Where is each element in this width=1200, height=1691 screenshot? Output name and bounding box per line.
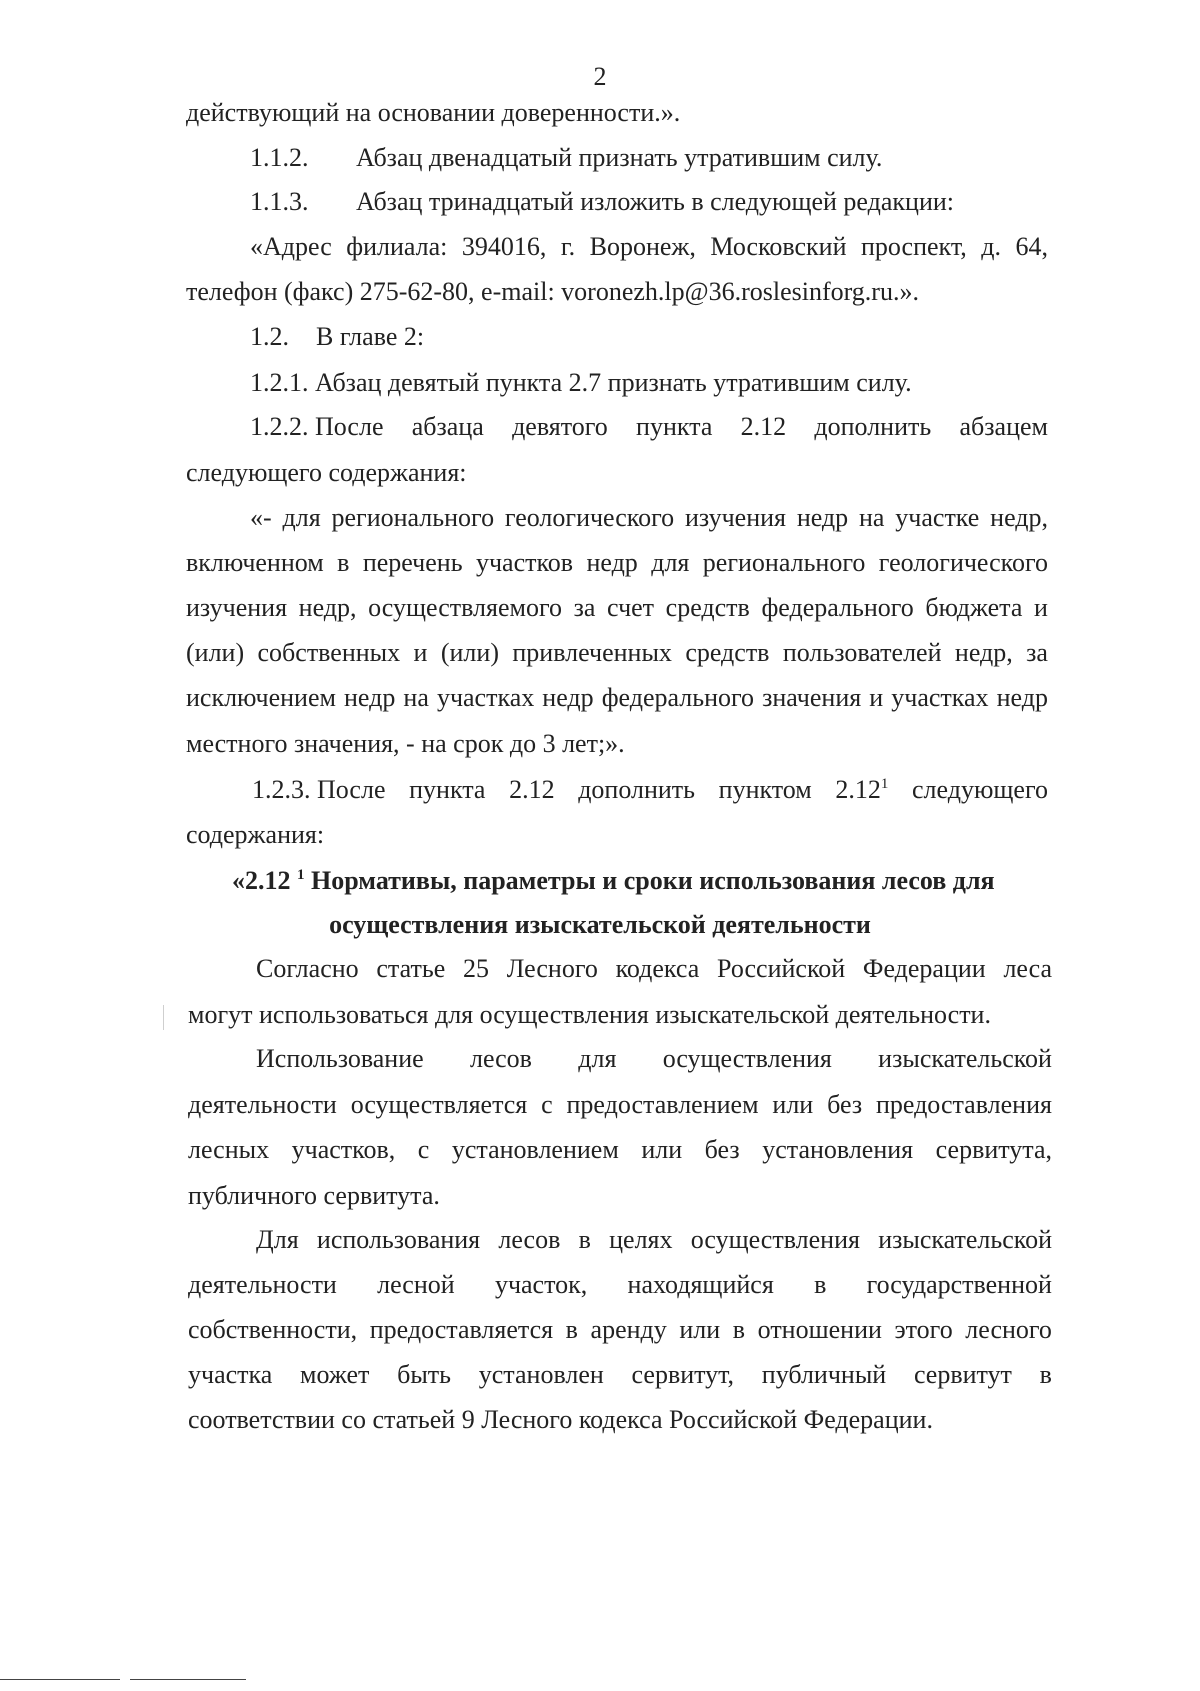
word: или	[772, 1090, 814, 1119]
section-heading-line-1: «2.12 $^1$ Нормативы, параметры и сроки использования лесов для	[232, 866, 995, 895]
quote-line-1	[250, 505, 1048, 531]
word: изыскательской	[878, 1225, 1052, 1254]
word: в	[337, 548, 350, 577]
word: на	[403, 683, 429, 712]
scan-mark	[163, 1005, 164, 1030]
word: абзацем	[959, 412, 1048, 441]
word: предоставления	[875, 1090, 1052, 1119]
word: в	[732, 1315, 746, 1344]
para-2-line-1	[256, 1046, 1052, 1072]
word: за	[573, 593, 596, 622]
word: без	[704, 1135, 740, 1164]
word: Российской	[717, 954, 846, 983]
word: лесов	[469, 1044, 532, 1073]
word: проспект,	[860, 232, 967, 261]
quote-line-3	[186, 595, 1048, 621]
word: установления	[762, 1135, 914, 1164]
word: лесной	[377, 1270, 455, 1299]
para-2-line-3	[188, 1137, 1052, 1163]
word: установлен	[478, 1360, 604, 1389]
word: участка	[188, 1360, 273, 1389]
word: целях	[609, 1225, 673, 1254]
word: за	[1026, 638, 1048, 667]
word: Лесного	[506, 954, 598, 983]
word: и	[413, 638, 428, 667]
quote-line-2	[186, 550, 1048, 576]
word: с	[417, 1135, 430, 1164]
para-1-line-2: могут использоваться для осуществления изыскательской деятельности.	[188, 1000, 991, 1029]
section-heading-line-2: осуществления изыскательской деятельности	[329, 910, 871, 939]
word: пользователей	[782, 638, 942, 667]
word: в	[1039, 1360, 1052, 1389]
address-line-2: телефон (факс) 275-62-80, e-mail: voronezh.lp@36.roslesinforg.ru.».	[186, 277, 919, 306]
word: государственной	[866, 1270, 1052, 1299]
word: значения	[762, 683, 862, 712]
word: для	[651, 548, 690, 577]
word: исключением	[186, 683, 336, 712]
word: 394016,	[461, 232, 547, 261]
word: без	[827, 1090, 863, 1119]
intro-line: действующий на основании доверенности.».	[186, 98, 681, 127]
word: на	[858, 503, 885, 532]
word: предоставлением	[566, 1090, 759, 1119]
word: филиала:	[346, 232, 448, 261]
word: использования	[316, 1225, 481, 1254]
word: регионального	[702, 548, 866, 577]
word: собственности,	[188, 1315, 358, 1344]
scan-edge-line	[0, 1679, 120, 1680]
word: Использование	[256, 1044, 424, 1073]
item-1-1-3-text: Абзац тринадцатый изложить в следующей редакции:	[356, 187, 954, 216]
item-1-2-1: 1.2.1. Абзац девятый пункта 2.7 признать утратившим силу.	[250, 368, 912, 397]
word: деятельности	[188, 1270, 337, 1299]
word: собственных	[257, 638, 401, 667]
word: геологического	[878, 548, 1048, 577]
quote-line-6: местного значения, - на срок до 3 лет;».	[186, 729, 625, 758]
word: лесов	[498, 1225, 561, 1254]
page-number: 2	[593, 62, 607, 91]
word: «Адрес	[250, 232, 332, 261]
word: публичный	[761, 1360, 887, 1389]
item-1-2-3-line-1: 1.2.3. После пункта 2.12 дополнить пунктом 2.12$^1$ следующего	[252, 775, 1048, 804]
word: участок,	[494, 1270, 588, 1299]
word: Воронеж,	[589, 232, 696, 261]
word: деятельности	[188, 1090, 337, 1119]
word: осуществления	[662, 1044, 832, 1073]
item-1-1-3-number: 1.1.3.	[250, 187, 309, 216]
word: 1.2.2. После	[250, 412, 384, 441]
word: предоставляется	[369, 1315, 554, 1344]
para-3-line-5: соответствии со статьей 9 Лесного кодекса Российской Федерации.	[188, 1405, 933, 1434]
word: быть	[397, 1360, 452, 1389]
word: геологического	[504, 503, 675, 532]
word: участках	[436, 683, 535, 712]
para-3-line-3	[188, 1317, 1052, 1343]
word: дополнить	[814, 412, 932, 441]
item-1-1-2-number: 1.1.2.	[250, 143, 309, 172]
word: г.	[560, 232, 576, 261]
scan-edge-line	[130, 1679, 246, 1680]
word: (или)	[186, 638, 245, 667]
word: 25	[462, 954, 489, 983]
word: участках	[891, 683, 989, 712]
word: недр,	[298, 593, 357, 622]
para-2-line-4: публичного сервитута.	[188, 1181, 440, 1210]
word: для	[282, 503, 321, 532]
word: федерального	[601, 683, 755, 712]
word: осуществляемого	[368, 593, 562, 622]
word: Московский	[710, 232, 847, 261]
para-1-line-1	[256, 956, 1052, 982]
word: сервитута,	[935, 1135, 1052, 1164]
word: недр	[344, 683, 396, 712]
item-1-2-2-line-2: следующего содержания:	[186, 458, 467, 487]
word: лесных	[188, 1135, 270, 1164]
word: леса	[1003, 954, 1052, 983]
quote-line-4	[186, 640, 1048, 666]
word: счет	[607, 593, 655, 622]
word: сервитут,	[631, 1360, 735, 1389]
word: отношении	[757, 1315, 882, 1344]
word: или	[641, 1135, 683, 1164]
para-3-line-2	[188, 1272, 1052, 1298]
word: Для	[256, 1225, 299, 1254]
word: недр	[586, 548, 638, 577]
word: изучения	[684, 503, 786, 532]
word: федерального	[761, 593, 914, 622]
item-1-1-2-text: Абзац двенадцатый признать утратившим силу.	[356, 143, 883, 172]
word: 64,	[1015, 232, 1048, 261]
word: статье	[376, 954, 446, 983]
item-1-2-3-prefix: 1.2.3. После	[252, 775, 386, 804]
point-reference: 2.12$^1$	[835, 775, 889, 804]
word: сервитут	[913, 1360, 1012, 1389]
word: изыскательской	[878, 1044, 1052, 1073]
word: д.	[981, 232, 1001, 261]
word: осуществления	[690, 1225, 860, 1254]
word: или	[679, 1315, 721, 1344]
word: и	[869, 683, 884, 712]
word: осуществляется	[350, 1090, 528, 1119]
para-3-line-1	[256, 1227, 1052, 1253]
word: участков	[475, 548, 574, 577]
word: недр,	[954, 638, 1013, 667]
word: установлением	[451, 1135, 619, 1164]
word: лесного	[965, 1315, 1052, 1344]
word: недр,	[990, 503, 1048, 532]
word: абзаца	[411, 412, 484, 441]
para-3-line-4	[188, 1362, 1052, 1388]
word: изучения	[186, 593, 288, 622]
quote-line-5	[186, 685, 1048, 711]
word: в	[565, 1315, 578, 1344]
word: недр	[996, 683, 1048, 712]
word: Согласно	[256, 954, 359, 983]
word: этого	[894, 1315, 953, 1344]
word: включенном	[186, 548, 324, 577]
word: пункта	[636, 412, 713, 441]
word: привлеченных	[512, 638, 672, 667]
item-1-2-number: 1.2.	[250, 322, 289, 351]
item-1-2-2-line-1	[250, 414, 1048, 440]
word: кодекса	[615, 954, 700, 983]
word: участке	[895, 503, 980, 532]
word: бюджета	[925, 593, 1023, 622]
word: может	[300, 1360, 370, 1389]
word: средств	[665, 593, 750, 622]
word: находящийся	[627, 1270, 774, 1299]
word: участков,	[291, 1135, 396, 1164]
word: недр	[796, 503, 849, 532]
address-line-1	[250, 234, 1048, 260]
word: для	[578, 1044, 617, 1073]
word: с	[541, 1090, 553, 1119]
word: девятого	[512, 412, 608, 441]
para-2-line-2	[188, 1092, 1052, 1118]
word: (или)	[440, 638, 499, 667]
word: в	[814, 1270, 827, 1299]
word: перечень	[362, 548, 463, 577]
word: аренду	[590, 1315, 667, 1344]
item-1-2-3-line-2: содержания:	[186, 820, 325, 849]
word: Федерации	[862, 954, 986, 983]
word: 2.12	[740, 412, 787, 441]
word: и	[1034, 593, 1048, 622]
word: недр	[542, 683, 594, 712]
word: регионального	[331, 503, 495, 532]
word: в	[578, 1225, 591, 1254]
word: средств	[685, 638, 770, 667]
item-1-2-text: В главе 2:	[316, 322, 425, 351]
word: «-	[250, 503, 272, 532]
